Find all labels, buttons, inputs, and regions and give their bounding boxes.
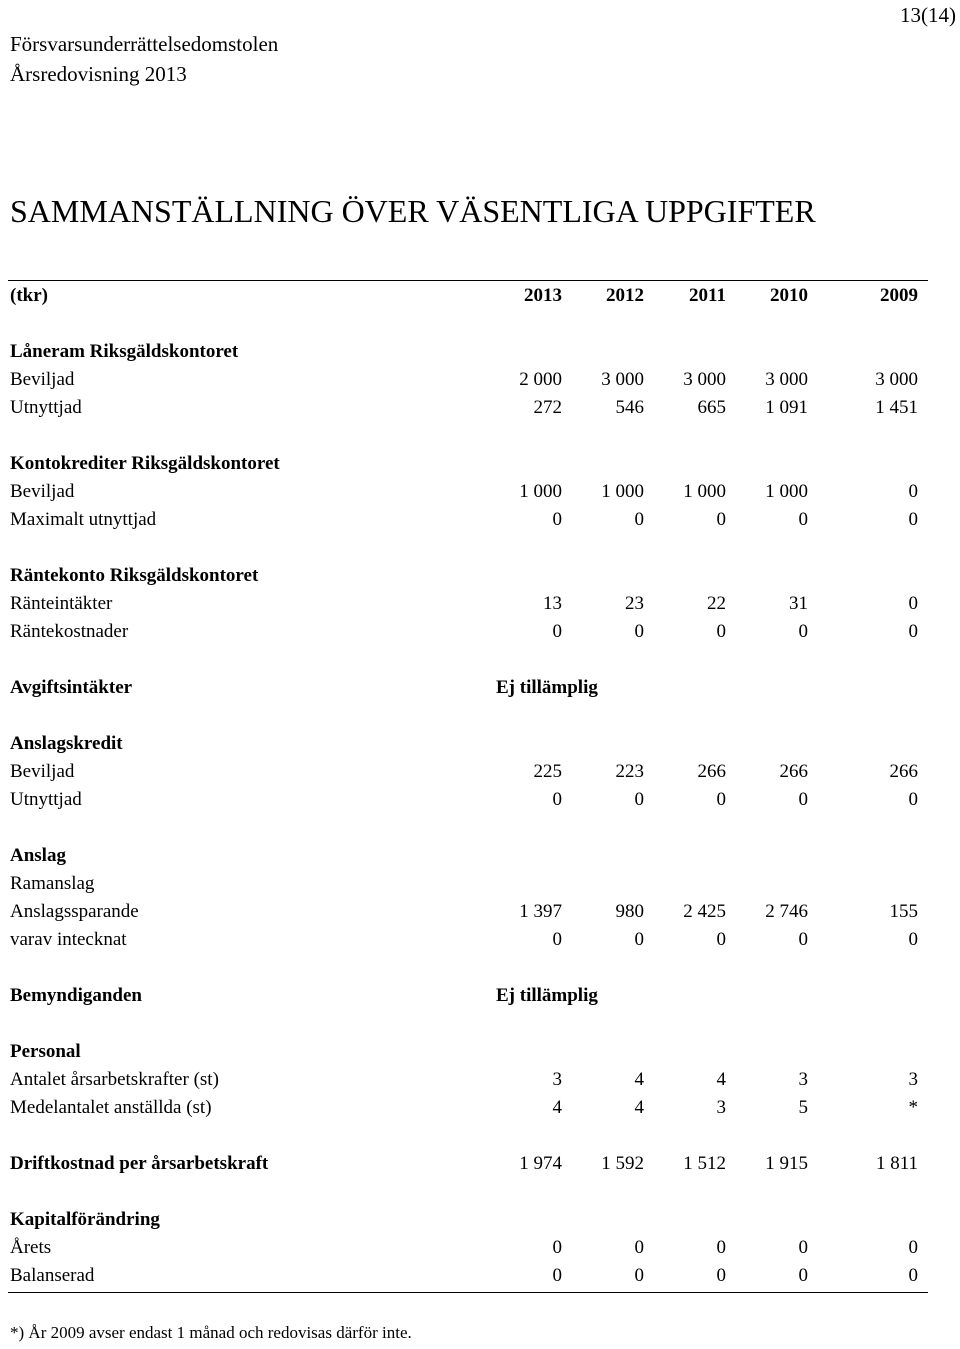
row-label: Utnyttjad	[10, 789, 82, 810]
value-cell: 0	[634, 1265, 644, 1286]
value-cell: 4	[716, 1069, 726, 1090]
table-row	[10, 590, 928, 618]
section-heading-row	[10, 730, 928, 758]
table-row	[10, 1094, 928, 1122]
report-name: Årsredovisning 2013	[10, 62, 187, 86]
table-row	[10, 898, 928, 926]
value-cell: 1 915	[765, 1153, 808, 1174]
value-cell: 266	[889, 761, 918, 782]
value-cell: 0	[908, 509, 918, 530]
section-spacer	[10, 954, 928, 982]
value-cell: 0	[908, 481, 918, 502]
value-cell: 665	[697, 397, 726, 418]
row-label: Maximalt utnyttjad	[10, 509, 157, 530]
value-cell: 223	[615, 761, 644, 782]
row-label: Ränteintäkter	[10, 593, 113, 614]
section-heading: Räntekonto Riksgäldskontoret	[10, 565, 259, 586]
section-spacer	[10, 1010, 928, 1038]
row-label: Ramanslag	[10, 873, 95, 894]
value-cell: 0	[716, 1237, 726, 1258]
row-label: Beviljad	[10, 761, 75, 782]
section-spacer	[10, 310, 928, 338]
value-cell: 272	[533, 397, 562, 418]
table-row	[10, 786, 928, 814]
value-cell: 1 592	[601, 1153, 644, 1174]
value-cell: 0	[716, 929, 726, 950]
value-cell: 2 425	[683, 901, 726, 922]
value-cell: 0	[634, 929, 644, 950]
unit-label: (tkr)	[10, 285, 48, 306]
value-cell: 0	[634, 621, 644, 642]
section-spacer	[10, 702, 928, 730]
value-cell: 1 000	[601, 481, 644, 502]
not-applicable-note: Ej tillämplig	[496, 677, 598, 698]
table-row	[10, 394, 928, 422]
section-heading-row	[10, 450, 928, 478]
row-label: Antalet årsarbetskrafter (st)	[10, 1069, 219, 1090]
value-cell: 4	[552, 1097, 562, 1118]
value-cell: 546	[615, 397, 644, 418]
value-cell: 0	[552, 929, 562, 950]
section-heading-row	[10, 338, 928, 366]
value-cell: 0	[908, 621, 918, 642]
table-row	[10, 758, 928, 786]
value-cell: 0	[798, 929, 808, 950]
value-cell: 0	[798, 789, 808, 810]
value-cell: 5	[798, 1097, 808, 1118]
section-spacer	[10, 534, 928, 562]
section-heading: Avgiftsintäkter	[10, 677, 133, 698]
section-heading: Kapitalförändring	[10, 1209, 160, 1230]
table-row	[10, 1262, 928, 1290]
table-body	[10, 310, 928, 1290]
value-cell: 266	[697, 761, 726, 782]
value-cell: 4	[634, 1097, 644, 1118]
value-cell: 0	[798, 1265, 808, 1286]
value-cell: 3 000	[875, 369, 918, 390]
value-cell: 0	[634, 789, 644, 810]
value-cell: 3	[552, 1069, 562, 1090]
value-cell: 266	[779, 761, 808, 782]
table-row	[10, 1234, 928, 1262]
section-heading: Anslagskredit	[10, 733, 123, 754]
section-spacer	[10, 814, 928, 842]
value-cell: 3	[716, 1097, 726, 1118]
section-spacer	[10, 1122, 928, 1150]
table-row	[10, 870, 928, 898]
table-header-row	[10, 282, 928, 310]
organization-name: Försvarsunderrättelsedomstolen	[10, 32, 279, 56]
section-heading-row	[10, 562, 928, 590]
value-cell: 2 000	[519, 369, 562, 390]
row-label: Utnyttjad	[10, 397, 82, 418]
value-cell: 1 397	[519, 901, 562, 922]
value-cell: 0	[798, 621, 808, 642]
value-cell: 0	[552, 621, 562, 642]
value-cell: 0	[908, 1237, 918, 1258]
section-heading: Anslag	[10, 845, 66, 866]
value-cell: 0	[552, 1237, 562, 1258]
page-title: SAMMANSTÄLLNING ÖVER VÄSENTLIGA UPPGIFTER	[10, 193, 816, 229]
section-spacer	[10, 422, 928, 450]
value-cell: 0	[552, 509, 562, 530]
value-cell: 0	[716, 621, 726, 642]
row-label: Beviljad	[10, 481, 75, 502]
section-heading-row	[10, 674, 928, 702]
not-applicable-note: Ej tillämplig	[496, 985, 598, 1006]
value-cell: 0	[716, 509, 726, 530]
value-cell: 0	[552, 789, 562, 810]
section-spacer	[10, 646, 928, 674]
value-cell: 1 000	[765, 481, 808, 502]
value-cell: 1 451	[875, 397, 918, 418]
value-cell: 155	[889, 901, 918, 922]
page-number: 13(14)	[900, 3, 956, 27]
year-header: 2009	[880, 285, 918, 306]
year-header: 2011	[689, 285, 726, 306]
year-header: 2013	[524, 285, 562, 306]
value-cell: 0	[908, 789, 918, 810]
footnote: *) År 2009 avser endast 1 månad och redovisas därför inte.	[10, 1323, 412, 1342]
row-label: Beviljad	[10, 369, 75, 390]
row-label: Anslagssparande	[10, 901, 139, 922]
year-header: 2012	[606, 285, 644, 306]
value-cell: 3 000	[683, 369, 726, 390]
table-top-rule	[8, 280, 928, 281]
section-heading: Bemyndiganden	[10, 985, 142, 1006]
section-heading-row	[10, 1150, 928, 1178]
value-cell: *	[908, 1097, 918, 1118]
row-label: Medelantalet anställda (st)	[10, 1097, 212, 1118]
value-cell: 225	[533, 761, 562, 782]
row-label: Räntekostnader	[10, 621, 129, 642]
value-cell: 0	[798, 1237, 808, 1258]
value-cell: 0	[552, 1265, 562, 1286]
section-heading-row	[10, 1206, 928, 1234]
value-cell: 1 091	[765, 397, 808, 418]
section-heading-row	[10, 842, 928, 870]
value-cell: 0	[908, 929, 918, 950]
table-row	[10, 1066, 928, 1094]
value-cell: 0	[798, 509, 808, 530]
table-bottom-rule	[8, 1292, 928, 1293]
section-heading-row	[10, 982, 928, 1010]
value-cell: 1 512	[683, 1153, 726, 1174]
value-cell: 1 811	[875, 1153, 918, 1174]
table-row	[10, 478, 928, 506]
row-label: varav intecknat	[10, 929, 127, 950]
table-row	[10, 926, 928, 954]
key-figures-table	[10, 282, 928, 1290]
row-label: Årets	[10, 1237, 52, 1258]
value-cell: 1 000	[519, 481, 562, 502]
section-heading: Låneram Riksgäldskontoret	[10, 341, 239, 362]
value-cell: 0	[908, 593, 918, 614]
section-heading-row	[10, 1038, 928, 1066]
value-cell: 31	[789, 593, 808, 614]
value-cell: 0	[634, 1237, 644, 1258]
table-row	[10, 506, 928, 534]
section-heading: Kontokrediter Riksgäldskontoret	[10, 453, 280, 474]
section-spacer	[10, 1178, 928, 1206]
row-label: Balanserad	[10, 1265, 95, 1286]
section-heading: Personal	[10, 1041, 81, 1062]
value-cell: 1 000	[683, 481, 726, 502]
value-cell: 1 974	[519, 1153, 562, 1174]
value-cell: 3 000	[765, 369, 808, 390]
value-cell: 0	[908, 1265, 918, 1286]
value-cell: 4	[634, 1069, 644, 1090]
value-cell: 3	[908, 1069, 918, 1090]
value-cell: 980	[615, 901, 644, 922]
value-cell: 3 000	[601, 369, 644, 390]
value-cell: 3	[798, 1069, 808, 1090]
table-row	[10, 618, 928, 646]
value-cell: 0	[716, 789, 726, 810]
table-row	[10, 366, 928, 394]
value-cell: 0	[716, 1265, 726, 1286]
value-cell: 23	[625, 593, 644, 614]
value-cell: 13	[543, 593, 562, 614]
value-cell: 22	[707, 593, 726, 614]
value-cell: 0	[634, 509, 644, 530]
section-heading: Driftkostnad per årsarbetskraft	[10, 1153, 269, 1174]
year-header: 2010	[770, 285, 808, 306]
value-cell: 2 746	[765, 901, 808, 922]
